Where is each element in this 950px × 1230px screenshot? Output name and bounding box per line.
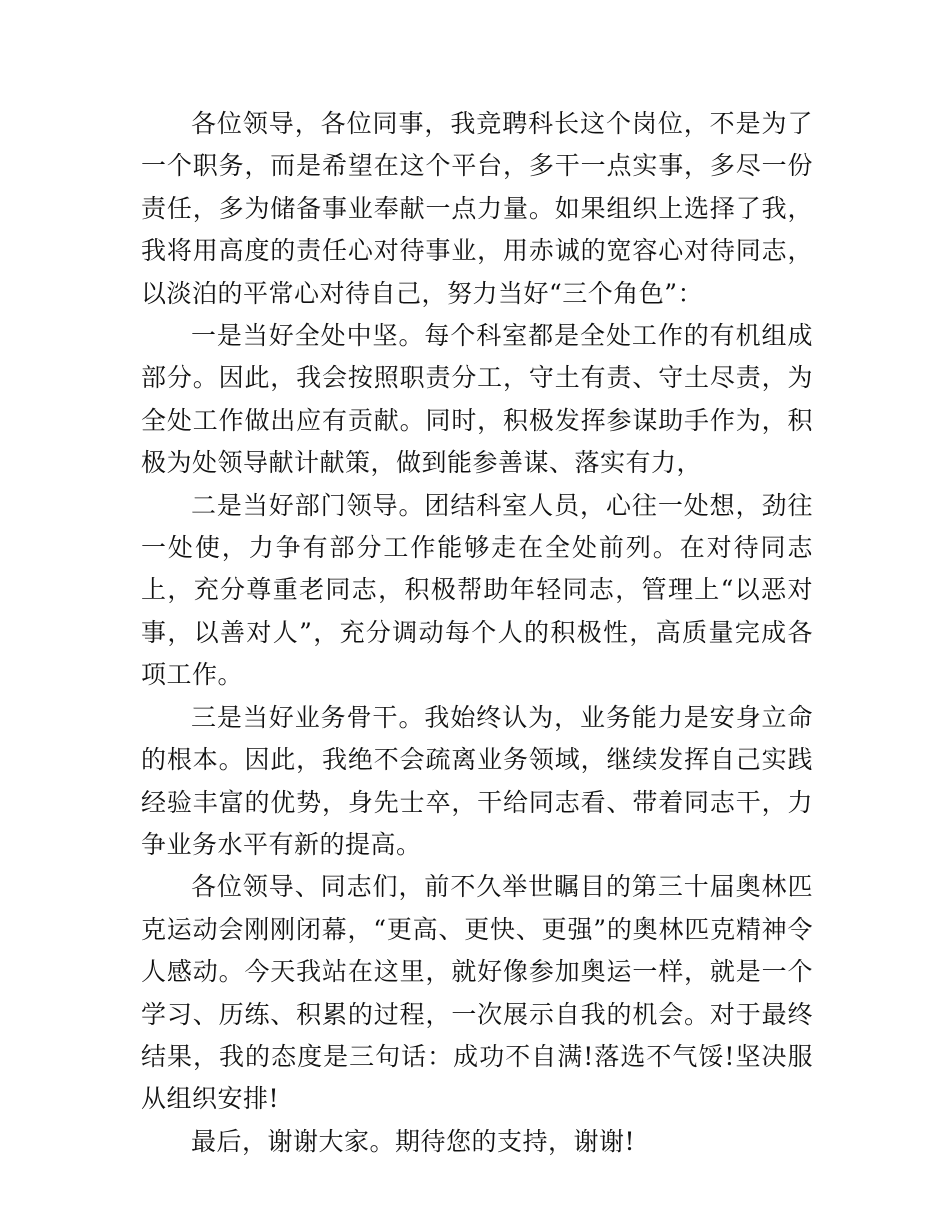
paragraph-intro: 各位领导，各位同事，我竞聘科长这个岗位，不是为了一个职务，而是希望在这个平台，多干一点实事，多尽一份责任，多为储备事业奉献一点力量。如果组织上选择了我，我将用高度的责任心对待事业，用赤诚的宽容心对待同志，以淡泊的平常心对待自己，努力当好“三个角色”： [141, 109, 813, 308]
paragraph-olympics: 各位领导、同志们，前不久举世瞩目的第三十届奥林匹克运动会刚刚闭幕，“更高、更快、更强”的奥林匹克精神令人感动。今天我站在这里，就好像参加奥运一样，就是一个学习、历练、积累的过程，一次展示自我的机会。对于最终结果，我的态度是三句话：成功不自满!落选不气馁!坚决服从组织安排! [141, 872, 813, 1114]
paragraph-role-one: 一是当好全处中坚。每个科室都是全处工作的有机组成部分。因此，我会按照职责分工，守土有责、守土尽责，为全处工作做出应有贡献。同时，积极发挥参谋助手作为，积极为处领导献计献策，做到能参善谋、落实有力， [141, 321, 813, 478]
document-body [141, 103, 813, 1163]
paragraph-role-three: 三是当好业务骨干。我始终认为，业务能力是安身立命的根本。因此，我绝不会疏离业务领域，继续发挥自己实践经验丰富的优势，身先士卒，干给同志看、带着同志干，力争业务水平有新的提高。 [141, 702, 813, 859]
paragraph-closing: 最后，谢谢大家。期待您的支持，谢谢! [191, 1126, 636, 1156]
paragraph-role-two: 二是当好部门领导。团结科室人员，心往一处想，劲往一处使，力争有部分工作能够走在全处前列。在对待同志上，充分尊重老同志，积极帮助年轻同志，管理上“以恶对事，以善对人”，充分调动每个人的积极性，高质量完成各项工作。 [141, 490, 813, 690]
